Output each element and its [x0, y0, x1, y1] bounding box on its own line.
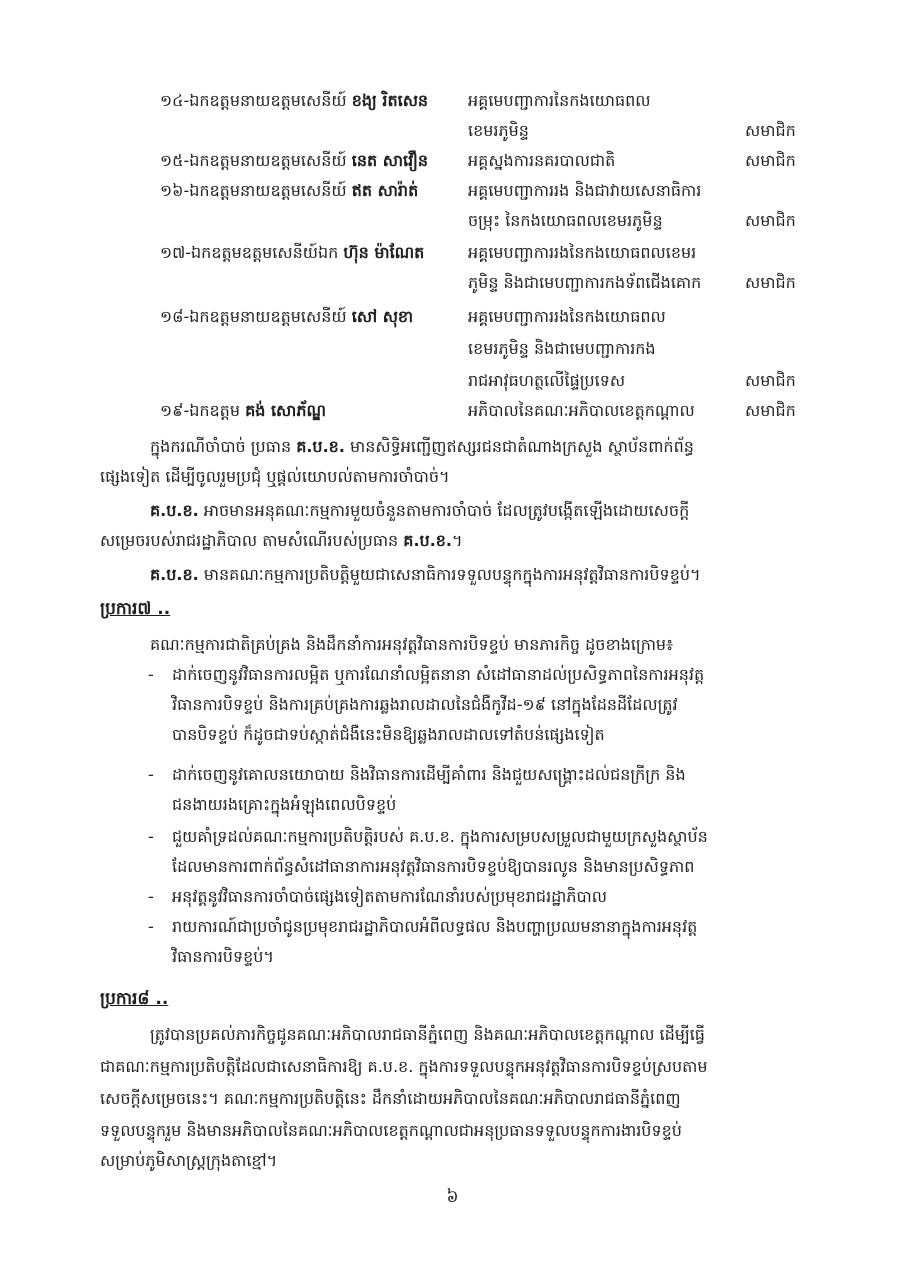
member-title: រាជអាវុធហត្ថលើផ្ទៃប្រទេស	[468, 371, 626, 390]
member-role: សមាជិក	[745, 211, 796, 230]
document-page: ១៤-ឯកឧត្តមនាយឧត្តមសេនីយ៍ ខង្យ រិតសេន អគ្គមេបញ្ជាការនៃកងយោធពល ខេមរភូមិន្ទ សមាជិក ១៥-ឯកឧត្តមនាយឧត្តមសេនីយ៍ នេត សាវឿន អគ្គស្នងការនគរបាលជាតិ សមាជិក ១៦-ឯកឧត្តមនាយឧត្តមសេនីយ៍ ឥត សារ៉ាត់ អគ្គមេបញ្ជាការរង និងជាវាយសេនាធិការ ចម្រុះ នៃកងយោធពលខេមរភូមិន្ទ សមាជិក ១៧-ឯកឧត្តមឧត្តមសេនីយ៍ឯក ហ៊ុន ម៉ាណែត អគ្គមេបញ្ជាការរងនៃកងយោធពលខេមរ ភូមិន្ទ និងជាមេបញ្ជាការកងទ័ពជើងគោក សមាជិក ១៨-ឯកឧត្តមនាយឧត្តមសេនីយ៍ សៅ សុខា អគ្គមេបញ្ជាការរងនៃកងយោធពល ខេមរភូមិន្ទ និងជាមេបញ្ជាការកង រាជអាវុធហត្ថលើផ្ទៃប្រទេស សមាជិក ១៩-ឯកឧត្តម គង់ សោភ័ណ្ឌ អភិបាលនៃគណៈអភិបាលខេត្តកណ្តាល សមាជិក ក្នុងករណីចាំបាច់ ប្រធាន គ.ប.ខ. មានសិទ្ធិអញ្ជើញឥស្សរជនជាតំណាងក្រសួង ស្ថាប័នពាក់ព័ន្ធ ផ្សេងទៀត ដើម្បីចូលរួមប្រជុំ ឬផ្តល់យោបល់តាមការចាំបាច់។ គ.ប.ខ. អាចមានអនុគណៈកម្មការមួយចំនួនតាមការចាំបាច់ ដែលត្រូវបង្កើតឡើងដោយសេចក្តី សម្រេចរបស់រាជរដ្ឋាភិបាល តាមសំណើរបស់ប្រធាន គ.ប.ខ.។ គ.ប.ខ. មានគណៈកម្មការប្រតិបត្តិមួយជាសេនាធិការទទួលបន្ទុកក្នុងការអនុវត្តវិធានការបិទខ្ទប់។ ប្រការ៧ .. គណៈកម្មការជាតិគ្រប់គ្រង និងដឹកនាំការអនុវត្តវិធានការបិទខ្ទប់ មានភារកិច្ច ដូចខាងក្រោម៖ - ដាក់ចេញនូវវិធានការលម្អិត ឬការណែនាំលម្អិតនានា សំដៅធានាដល់ប្រសិទ្ធភាពនៃការអនុវត្ត វិធានការបិទខ្ទប់ និងការគ្រប់គ្រងការឆ្លងរាលដាលនៃជំងឺកូវីដ-១៩ នៅក្នុងដែនដីដែលត្រូវ បានបិទខ្ទប់ ក៏ដូចជាទប់ស្កាត់ជំងឺនេះមិនឱ្យឆ្លងរាលដាលទៅតំបន់ផ្សេងទៀត - ដាក់ចេញនូវគោលនយោបាយ និងវិធានការដើម្បីគាំពារ និងជួយសង្គ្រោះដល់ជនក្រីក្រ និង ជនងាយរងគ្រោះក្នុងអំឡុងពេលបិទខ្ទប់ - ជួយគាំទ្រដល់គណៈកម្មការប្រតិបត្តិរបស់ គ.ប.ខ. ក្នុងការសម្របសម្រួលជាមួយក្រសួងស្ថាប័ន ដែលមានការពាក់ព័ន្ធសំដៅធានាការអនុវត្តវិធានការបិទខ្ទប់ឱ្យបានរលូន និងមានប្រសិទ្ធភាព - អនុវត្តនូវវិធានការចាំបាច់ផ្សេងទៀតតាមការណែនាំរបស់ប្រមុខរាជរដ្ឋាភិបាល - រាយការណ៍ជាប្រចាំជូនប្រមុខរាជរដ្ឋាភិបាលអំពីលទ្ធផល និងបញ្ហាប្រឈមនានាក្នុងការអនុវត្ត វិធានការបិទខ្ទប់។ ប្រការ៨ .. ត្រូវបានប្រគល់ភារកិច្ចជូនគណៈអភិបាលរាជធានីភ្នំពេញ និងគណៈអភិបាលខេត្តកណ្តាល ដើម្បីធ្វើ ជាគណៈកម្មការប្រតិបត្តិដែលជាសេនាធិការឱ្យ គ.ប.ខ. ក្នុងការទទួលបន្ទុកអនុវត្តវិធានការបិទខ្ទប់ស្របតាម សេចក្តីសម្រេចនេះ។ គណៈកម្មការប្រតិបត្តិនេះ ដឹកនាំដោយអភិបាលនៃគណៈអភិបាលរាជធានីភ្នំពេញ ទទួលបន្ទុករួម និងមានអភិបាលនៃគណៈអភិបាលខេត្តកណ្តាលជាអនុប្រធានទទួលបន្ទុកការងារបិទខ្ទប់ សម្រាប់ភូមិសាស្ត្រក្រុងតាខ្មៅ។ ៦	[0, 0, 905, 1280]
member-role: សមាជិក	[745, 273, 796, 292]
member-name-bold: ឥត សារ៉ាត់	[351, 181, 419, 200]
member-role: សមាជិក	[745, 121, 796, 140]
member-title: អភិបាលនៃគណៈអភិបាលខេត្តកណ្តាល	[468, 401, 695, 420]
paragraph-line: ជាគណៈកម្មការប្រតិបត្តិដែលជាសេនាធិការឱ្យ គ.ប.ខ. ក្នុងការទទួលបន្ទុកអនុវត្តវិធានការបិទខ្ទប់ស្របតាម	[100, 1057, 708, 1076]
member-name-bold: គង់ សោភ័ណ្ឌ	[245, 401, 327, 420]
page-number: ៦	[446, 1187, 459, 1207]
paragraph-line: គ.ប.ខ. មានគណៈកម្មការប្រតិបត្តិមួយជាសេនាធិការទទួលបន្ទុកក្នុងការអនុវត្តវិធានការបិទខ្ទប់។	[150, 565, 701, 584]
member-name: ១៨-ឯកឧត្តមនាយឧត្តមសេនីយ៍	[160, 307, 347, 326]
member-role: សមាជិក	[745, 151, 796, 170]
member-name: ១៧-ឯកឧត្តមឧត្តមសេនីយ៍ឯក	[160, 243, 339, 262]
member-role: សមាជិក	[745, 401, 796, 420]
paragraph-line: គ.ប.ខ. អាចមានអនុគណៈកម្មការមួយចំនួនតាមការចាំបាច់ ដែលត្រូវបង្កើតឡើងដោយសេចក្តី	[150, 501, 690, 520]
paragraph-line: សម្រេចរបស់រាជរដ្ឋាភិបាល តាមសំណើរបស់ប្រធាន គ.ប.ខ.។	[100, 531, 463, 550]
paragraph-line: ក្នុងករណីចាំបាច់ ប្រធាន គ.ប.ខ. មានសិទ្ធិអញ្ជើញឥស្សរជនជាតំណាងក្រសួង ស្ថាប័នពាក់ព័ន្ធ	[150, 437, 694, 456]
member-name-bold: នេត សាវឿន	[351, 151, 429, 170]
member-role: សមាជិក	[745, 371, 796, 390]
member-title: ខេមរភូមិន្ទ	[468, 121, 529, 140]
member-title: អគ្គស្នងការនគរបាលជាតិ	[468, 151, 616, 170]
member-title: ចម្រុះ នៃកងយោធពលខេមរភូមិន្ទ	[468, 211, 663, 230]
paragraph-line: សេចក្តីសម្រេចនេះ។ គណៈកម្មការប្រតិបត្តិនេះ ដឹកនាំដោយអភិបាលនៃគណៈអភិបាលរាជធានីភ្នំពេញ	[100, 1089, 681, 1108]
member-name: ១៥-ឯកឧត្តមនាយឧត្តមសេនីយ៍	[160, 151, 347, 170]
member-name: ១៩-ឯកឧត្តម	[160, 401, 240, 420]
article-8-heading: ប្រការ៨ ..	[100, 989, 169, 1009]
member-title: អគ្គមេបញ្ជាការនៃកងយោធពល	[468, 91, 651, 110]
member-name-bold: សៅ សុខា	[351, 307, 414, 326]
bullet-dash: -	[148, 887, 154, 906]
member-title: អគ្គមេបញ្ជាការរងនៃកងយោធពល	[468, 307, 666, 326]
member-name: ១៤-ឯកឧត្តមនាយឧត្តមសេនីយ៍	[160, 91, 347, 110]
bullet-dash: -	[148, 765, 154, 784]
member-name-bold: ហ៊ុន ម៉ាណែត	[343, 243, 425, 262]
member-name: ១៦-ឯកឧត្តមនាយឧត្តមសេនីយ៍	[160, 181, 347, 200]
member-title: ភូមិន្ទ និងជាមេបញ្ជាការកងទ័ពជើងគោក	[468, 273, 702, 292]
article-7-intro: គណៈកម្មការជាតិគ្រប់គ្រង និងដឹកនាំការអនុវត្តវិធានការបិទខ្ទប់ មានភារកិច្ច ដូចខាងក្រោម៖	[150, 635, 674, 654]
member-name-bold: ខង្យ រិតសេន	[351, 91, 429, 110]
bullet-dash: -	[148, 665, 154, 684]
paragraph-line: ផ្សេងទៀត ដើម្បីចូលរួមប្រជុំ ឬផ្តល់យោបល់តាមការចាំបាច់។	[100, 467, 450, 486]
bullet-dash: -	[148, 917, 154, 936]
paragraph-line: សម្រាប់ភូមិសាស្ត្រក្រុងតាខ្មៅ។	[100, 1151, 278, 1170]
member-title: អគ្គមេបញ្ជាការរងនៃកងយោធពលខេមរ	[468, 243, 697, 262]
member-title: ខេមរភូមិន្ទ និងជាមេបញ្ជាការកង	[468, 339, 656, 358]
paragraph-line: ទទួលបន្ទុករួម និងមានអភិបាលនៃគណៈអភិបាលខេត្តកណ្តាលជាអនុប្រធានទទួលបន្ទុកការងារបិទខ្ទប់	[100, 1121, 682, 1140]
paragraph-line: ត្រូវបានប្រគល់ភារកិច្ចជូនគណៈអភិបាលរាជធានីភ្នំពេញ និងគណៈអភិបាលខេត្តកណ្តាល ដើម្បីធ្វើ	[150, 1025, 705, 1044]
bullet-dash: -	[148, 827, 154, 846]
article-7-heading: ប្រការ៧ ..	[100, 599, 171, 619]
member-title: អគ្គមេបញ្ជាការរង និងជាវាយសេនាធិការ	[468, 181, 702, 200]
